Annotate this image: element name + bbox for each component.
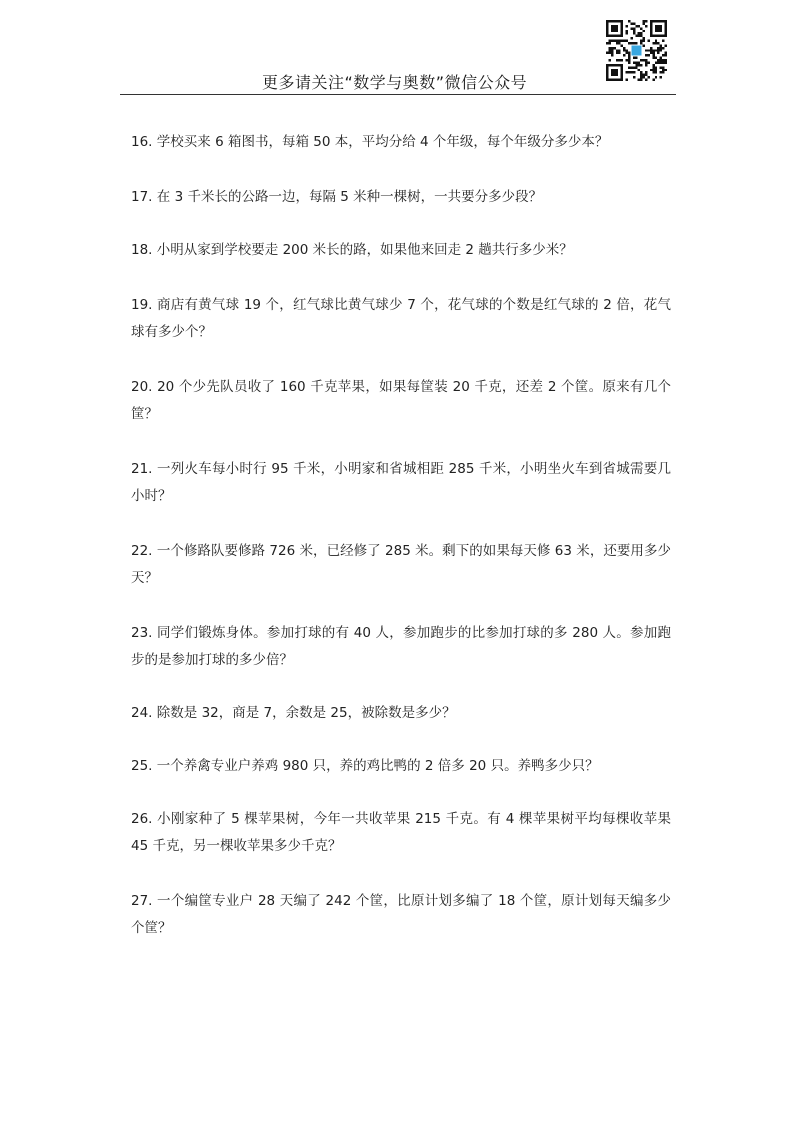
question-text: 在 3 千米长的公路一边，每隔 5 米种一棵树，一共要分多少段？ [156,189,543,205]
question-item [131,888,671,942]
header-divider [120,94,676,95]
question-text: 20 个少先队员收了 160 千克苹果，如果每筐装 20 千克，还差 2 个筐。原来有几个筐？ [131,379,671,422]
question-item [131,184,671,211]
question-text: 同学们锻炼身体。参加打球的有 40 人，参加跑步的比参加打球的多 280 人。参加跑步的是参加打球的多少倍？ [131,625,671,668]
question-number: 20. [131,379,153,395]
question-item [131,237,671,264]
question-number: 23. [131,625,153,641]
question-item [131,456,671,510]
question-number: 25. [131,758,153,774]
question-text: 小刚家种了 5 棵苹果树，今年一共收苹果 215 千克。有 4 棵苹果树平均每棵收苹果 45 千克，另一棵收苹果多少千克？ [131,811,671,854]
question-item [131,620,671,674]
question-list [131,129,671,942]
question-number: 18. [131,242,153,258]
question-number: 16. [131,134,153,150]
question-number: 27. [131,893,153,909]
question-text: 学校买来 6 箱图书，每箱 50 本，平均分给 4 个年级，每个年级分多少本？ [156,134,609,150]
question-item [131,538,671,592]
question-number: 19. [131,297,153,313]
question-text: 小明从家到学校要走 200 米长的路，如果他来回走 2 趟共行多少米？ [156,242,573,258]
question-number: 22. [131,543,153,559]
question-text: 一个养禽专业户养鸡 980 只，养的鸡比鸭的 2 倍多 20 只。养鸭多少只？ [156,758,599,774]
question-item [131,806,671,860]
question-number: 21. [131,461,153,477]
header-title: 更多请关注“数学与奥数”微信公众号 [262,73,528,92]
question-item [131,374,671,428]
question-text: 商店有黄气球 19 个，红气球比黄气球少 7 个，花气球的个数是红气球的 2 倍，花气球有多少个？ [131,297,671,340]
question-text: 一个修路队要修路 726 米，已经修了 285 米。剩下的如果每天修 63 米，还要用多少天？ [131,543,671,586]
question-item [131,700,671,727]
question-text: 一列火车每小时行 95 千米，小明家和省城相距 285 千米，小明坐火车到省城需要几小时？ [131,461,671,504]
question-item [131,292,671,346]
question-item [131,129,671,156]
question-item [131,753,671,780]
question-text: 除数是 32，商是 7，余数是 25，被除数是多少？ [156,705,456,721]
question-number: 26. [131,811,153,827]
question-number: 17. [131,189,153,205]
qr-code [606,20,667,81]
qr-code-icon [606,20,667,81]
question-number: 24. [131,705,153,721]
question-text: 一个编筐专业户 28 天编了 242 个筐，比原计划多编了 18 个筐，原计划每天编多少个筐？ [131,893,671,936]
